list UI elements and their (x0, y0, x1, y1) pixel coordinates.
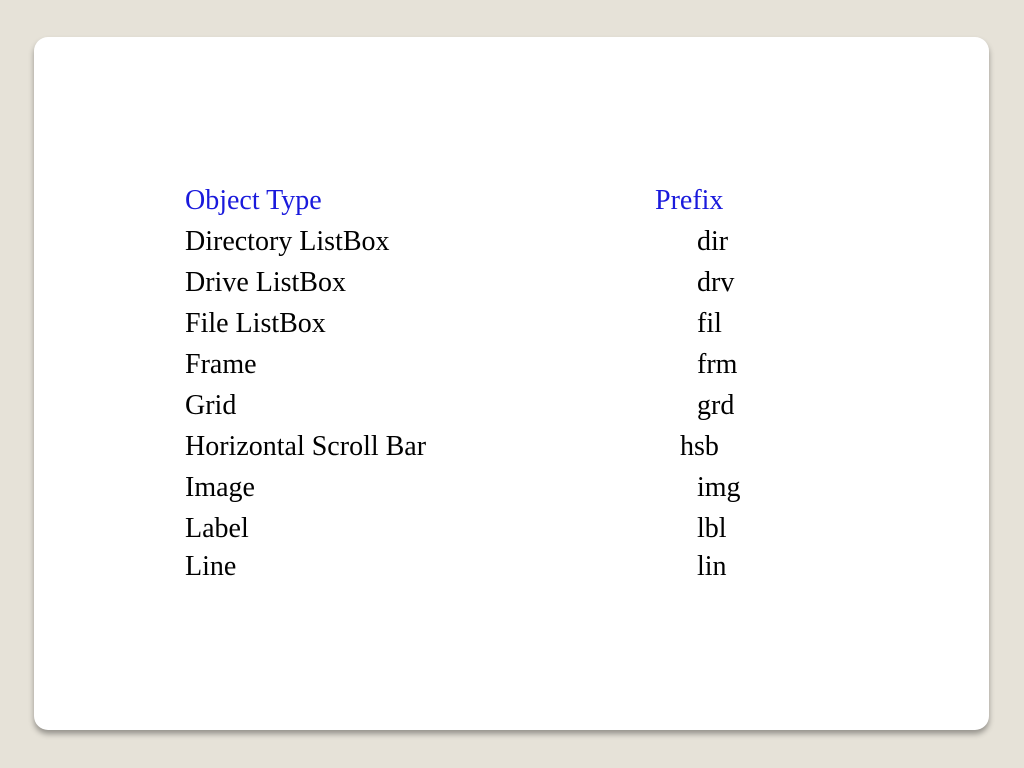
object-type-cell: Drive ListBox (185, 267, 346, 298)
table-row (34, 265, 989, 301)
prefix-cell: grd (697, 390, 735, 421)
prefix-cell: drv (697, 267, 735, 298)
slide (34, 37, 989, 730)
table-row (34, 511, 989, 547)
prefix-cell: frm (697, 349, 738, 380)
prefix-cell: fil (697, 308, 722, 339)
object-type-cell: File ListBox (185, 308, 326, 339)
header-prefix: Prefix (655, 185, 724, 216)
object-type-cell: Directory ListBox (185, 226, 390, 257)
object-type-cell: Grid (185, 390, 237, 421)
table-row (34, 224, 989, 260)
table-row (34, 470, 989, 506)
table-row (34, 549, 989, 585)
table-row (34, 306, 989, 342)
header-object-type: Object Type (185, 185, 322, 216)
object-type-cell: Horizontal Scroll Bar (185, 431, 427, 462)
prefix-cell: hsb (680, 431, 719, 462)
table-header (34, 183, 989, 219)
prefix-cell: dir (697, 226, 729, 257)
prefix-cell: img (697, 472, 741, 503)
prefix-cell: lbl (697, 513, 727, 544)
object-type-cell: Line (185, 551, 237, 582)
object-type-cell: Image (185, 472, 255, 503)
object-type-cell: Label (185, 513, 249, 544)
table-row (34, 347, 989, 383)
table-row (34, 429, 989, 465)
table-row (34, 388, 989, 424)
object-type-cell: Frame (185, 349, 257, 380)
prefix-cell: lin (697, 551, 727, 582)
